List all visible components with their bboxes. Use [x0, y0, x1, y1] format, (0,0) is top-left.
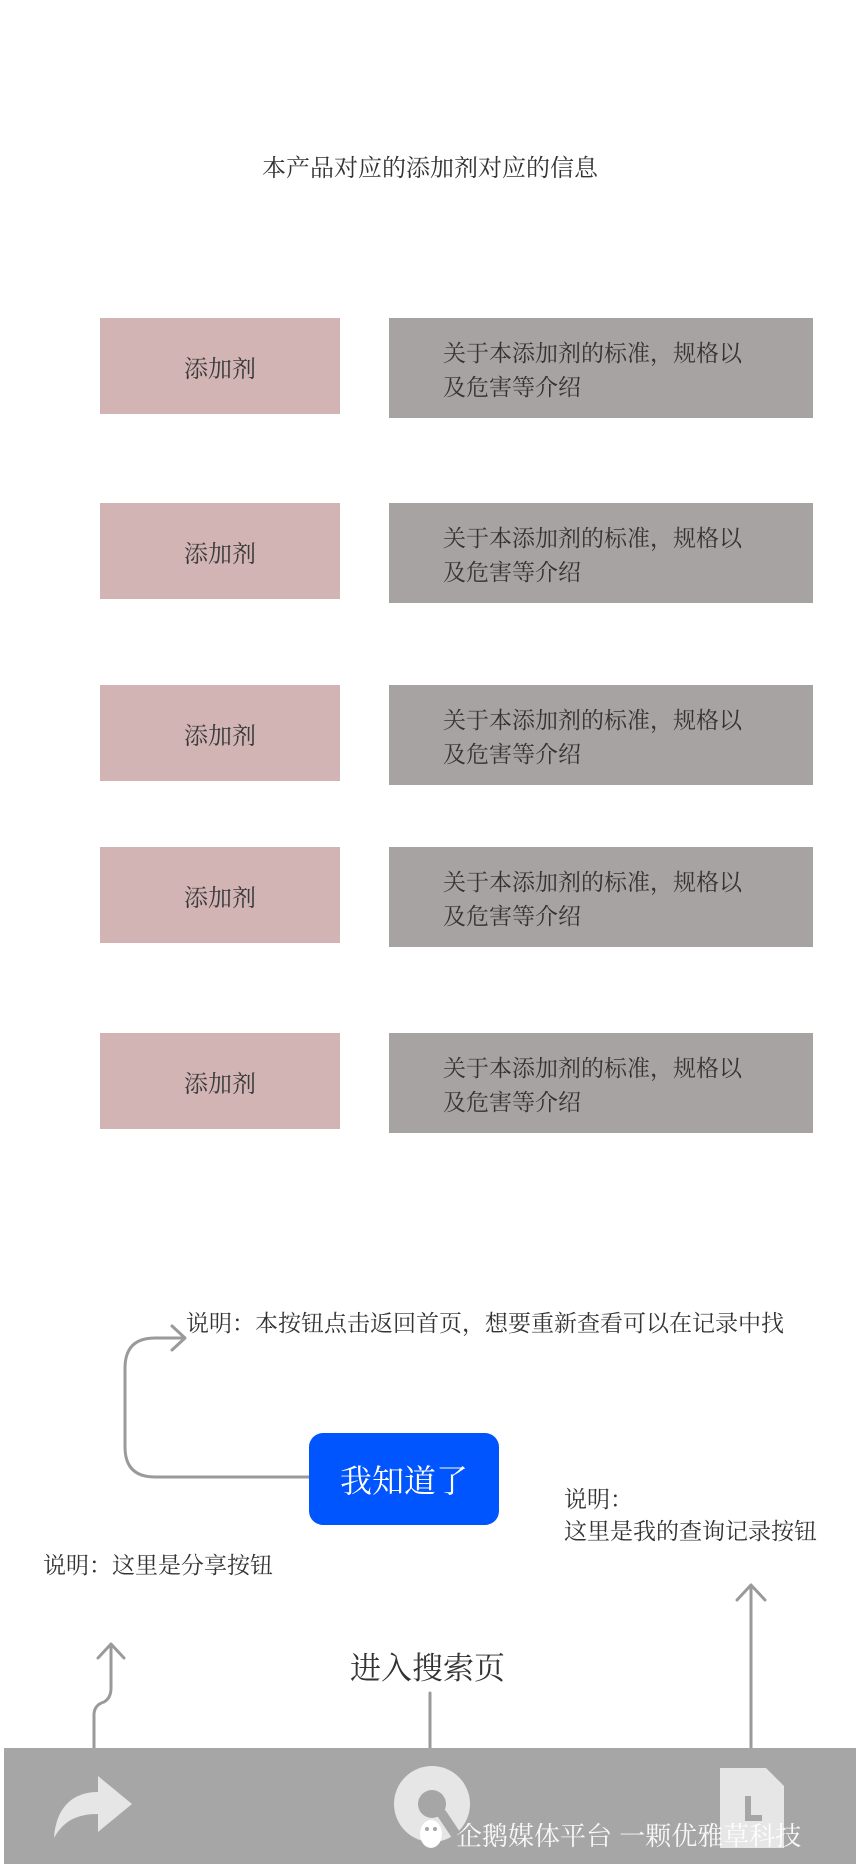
share-arrow [94, 1645, 111, 1748]
additive-button[interactable]: 添加剂 [100, 503, 340, 599]
additive-description: 关于本添加剂的标准，规格以及危害等介绍 [389, 318, 813, 418]
ok-button-arrow [125, 1338, 309, 1477]
page-title: 本产品对应的添加剂对应的信息 [262, 155, 598, 182]
history-note-title: 说明： [564, 1486, 633, 1512]
additive-description: 关于本添加剂的标准，规格以及危害等介绍 [389, 847, 813, 947]
search-page-label: 进入搜索页 [350, 1651, 505, 1686]
share-note: 说明：这里是分享按钮 [43, 1552, 273, 1578]
i-know-button[interactable]: 我知道了 [309, 1433, 499, 1525]
penguin-logo-icon [414, 1815, 448, 1851]
additive-description: 关于本添加剂的标准，规格以及危害等介绍 [389, 503, 813, 603]
watermark: 企鹅媒体平台 一颗优雅草科技 [456, 1821, 802, 1851]
ok-button-note: 说明：本按钮点击返回首页，想要重新查看可以在记录中找 [186, 1310, 784, 1336]
history-note: 这里是我的查询记录按钮 [564, 1518, 817, 1544]
additive-button[interactable]: 添加剂 [100, 685, 340, 781]
additive-description: 关于本添加剂的标准，规格以及危害等介绍 [389, 1033, 813, 1133]
additive-button[interactable]: 添加剂 [100, 318, 340, 414]
additive-button[interactable]: 添加剂 [100, 847, 340, 943]
share-icon[interactable] [52, 1768, 136, 1844]
additive-button[interactable]: 添加剂 [100, 1033, 340, 1129]
additive-description: 关于本添加剂的标准，规格以及危害等介绍 [389, 685, 813, 785]
